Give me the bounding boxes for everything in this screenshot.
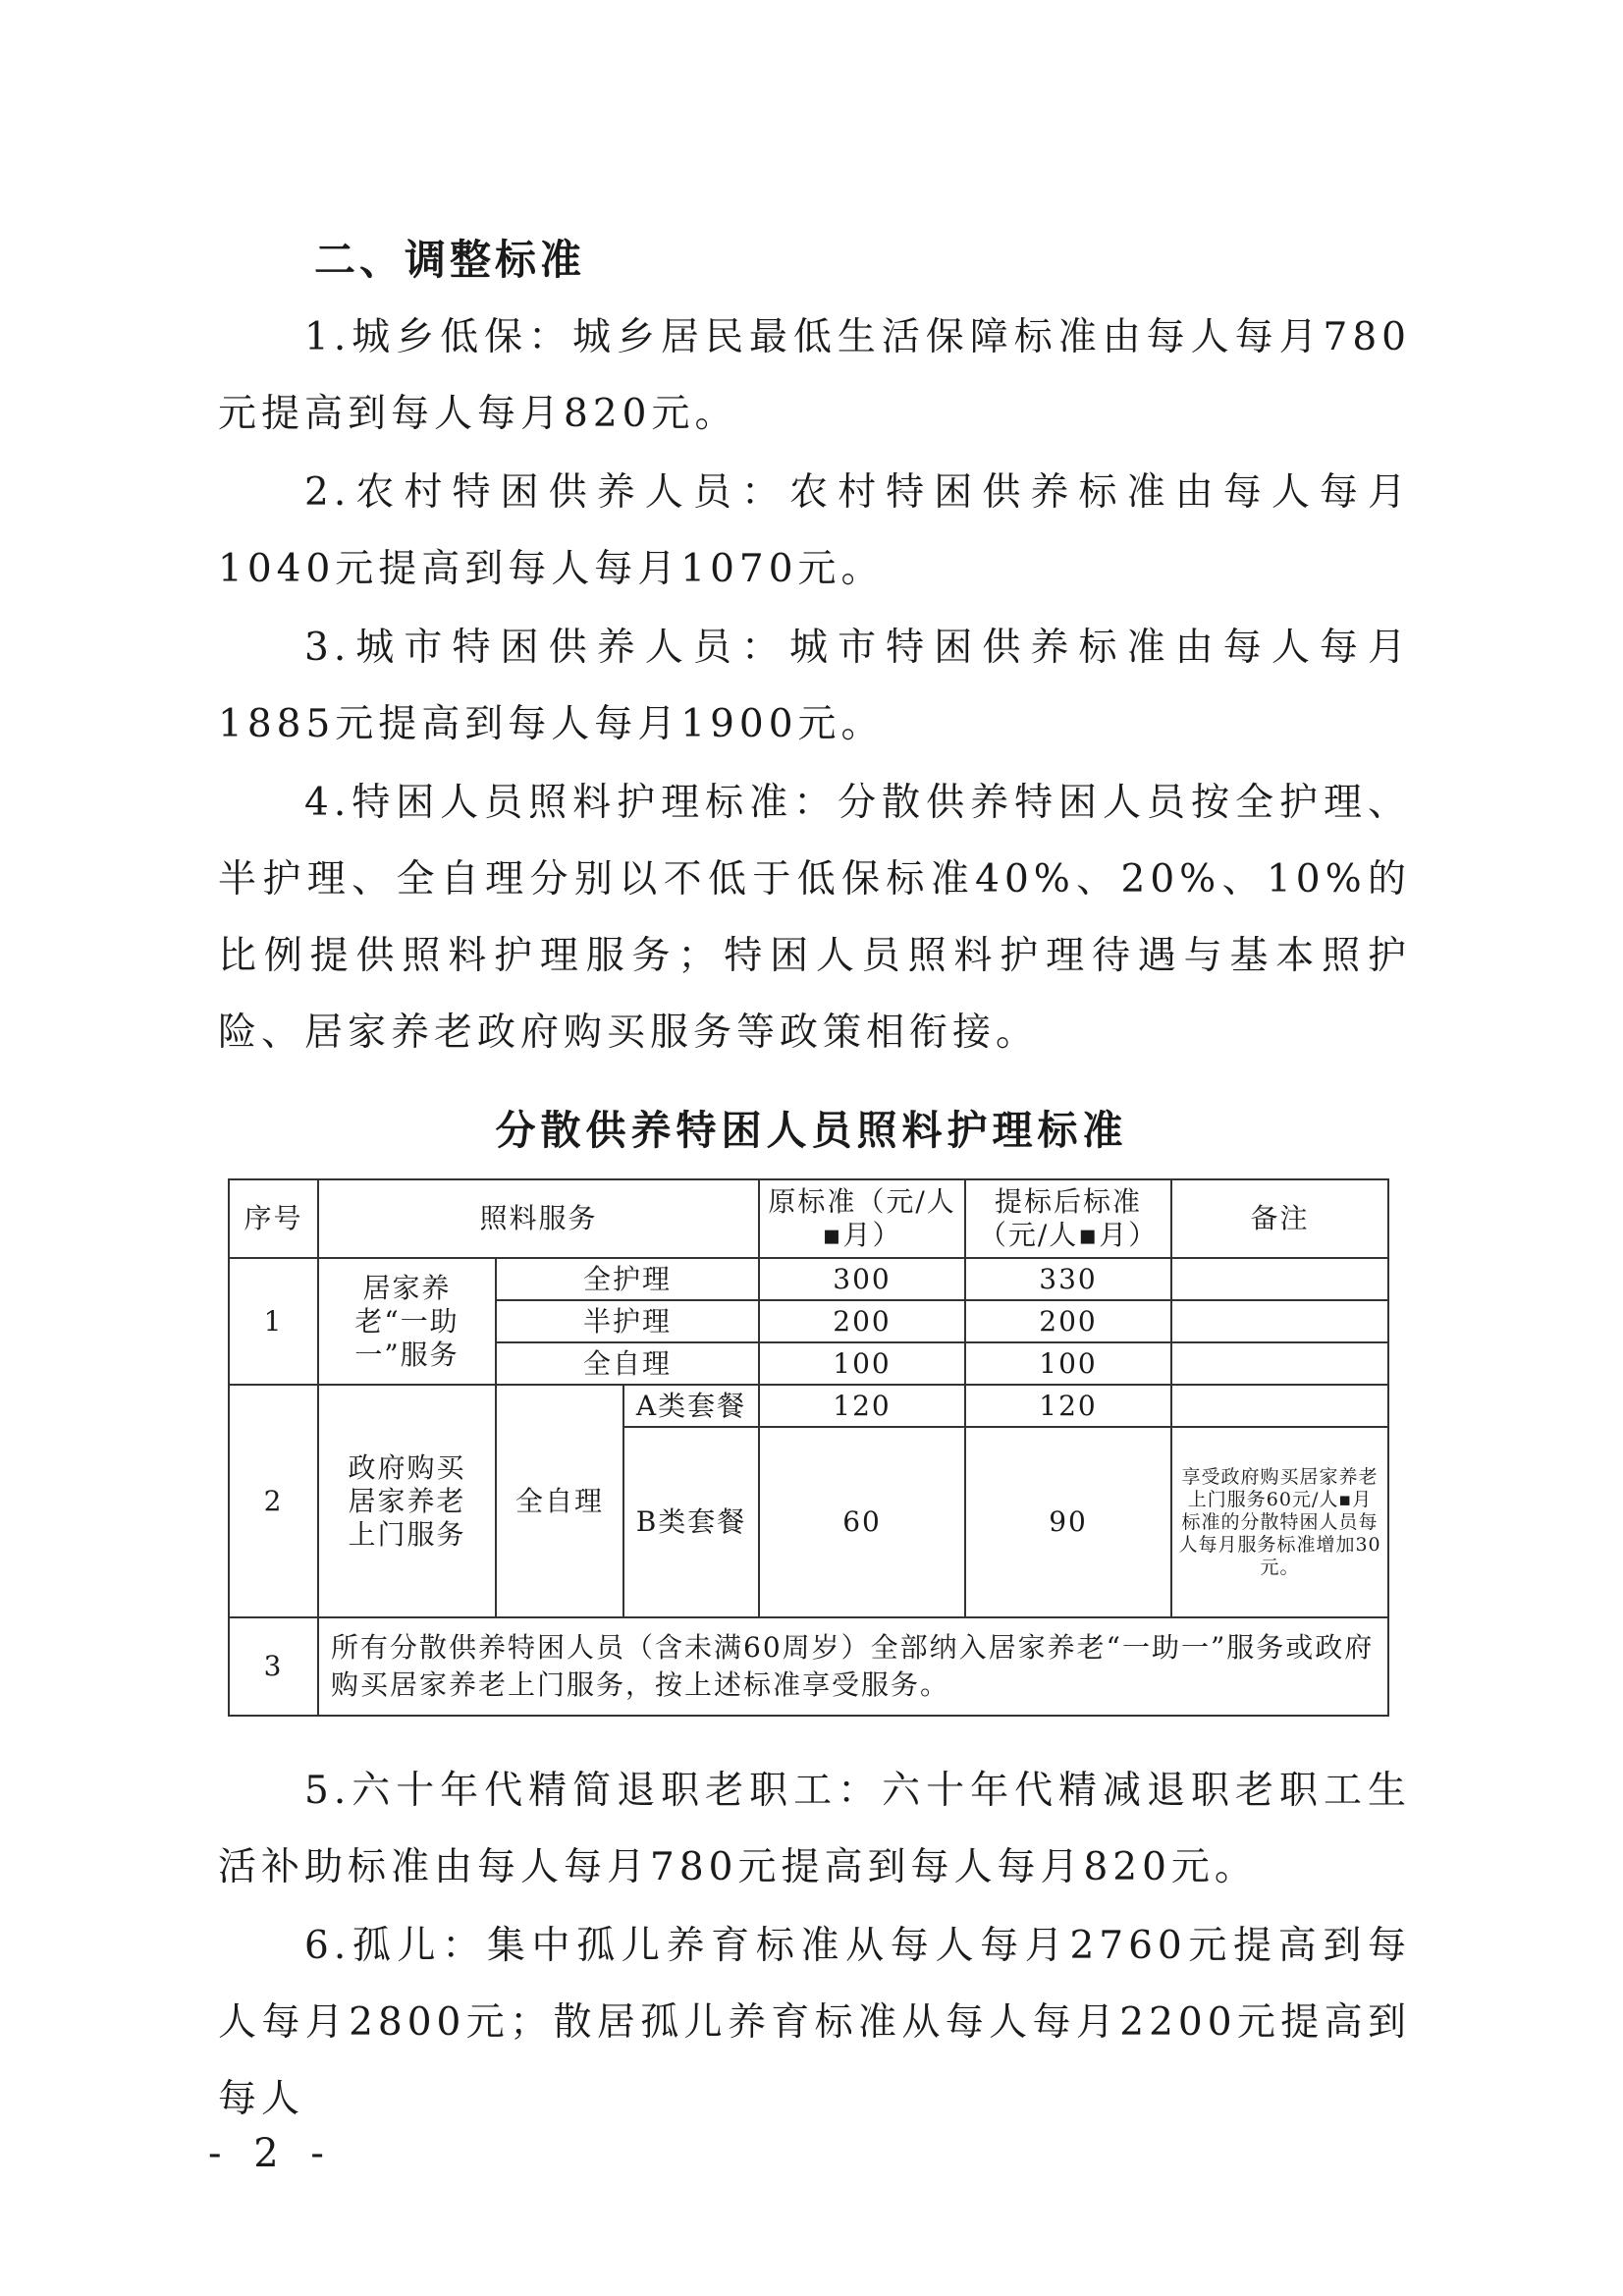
row2-remark: 享受政府购买居家养老上门服务60元/人▪月标准的分散特困人员每人每月服务标准增加30元。 [1171, 1427, 1388, 1617]
header-raised: 提标后标准（元/人▪月） [965, 1179, 1171, 1258]
row1-seq: 1 [229, 1258, 318, 1385]
row1-item-original: 200 [759, 1300, 965, 1342]
row1-item-name: 半护理 [496, 1300, 759, 1342]
row2-package-raised: 90 [965, 1427, 1171, 1617]
row1-category: 居家养老“一助一”服务 [318, 1258, 496, 1385]
row1-item-remark [1171, 1258, 1388, 1300]
paragraph-rural-extreme-poverty: 2.农村特困供养人员：农村特困供养标准由每人每月1040元提高到每人每月1070元。 [218, 470, 1411, 591]
paragraph-urban-extreme-poverty: 3.城市特困供养人员：城市特困供养标准由每人每月1885元提高到每人每月1900元。 [218, 626, 1411, 746]
row1-item-remark [1171, 1342, 1388, 1385]
table-row [229, 1385, 1388, 1427]
care-standard-table [228, 1178, 1389, 1717]
table-row [229, 1617, 1388, 1716]
row2-package-remark [1171, 1385, 1388, 1427]
header-remark: 备注 [1171, 1179, 1388, 1258]
header-seq: 序号 [229, 1179, 318, 1258]
table-row [229, 1258, 1388, 1300]
row2-package-name: B类套餐 [623, 1427, 759, 1617]
page-number: - 2 - [208, 2131, 334, 2176]
row1-item-raised: 200 [965, 1300, 1171, 1342]
paragraph-retired-workers: 5.六十年代精简退职老职工：六十年代精减退职老职工生活补助标准由每人每月780元提高到每人每月820元。 [218, 1769, 1411, 1889]
row3-seq: 3 [229, 1617, 318, 1716]
header-service: 照料服务 [318, 1179, 759, 1258]
row1-item-name: 全自理 [496, 1342, 759, 1385]
row1-item-raised: 100 [965, 1342, 1171, 1385]
row2-package-original: 60 [759, 1427, 965, 1617]
table-title: 分散供养特困人员照料护理标准 [495, 1107, 1128, 1154]
row2-package-raised: 120 [965, 1385, 1171, 1427]
row1-item-original: 300 [759, 1258, 965, 1300]
row2-sub: 全自理 [496, 1385, 623, 1617]
table-header-row [229, 1179, 1388, 1258]
row2-package-name: A类套餐 [623, 1385, 759, 1427]
section-heading: 二、调整标准 [314, 236, 586, 284]
row1-item-name: 全护理 [496, 1258, 759, 1300]
paragraph-orphans: 6.孤儿：集中孤儿养育标准从每人每月2760元提高到每人每月2800元；散居孤儿养育标准从每人每月2200元提高到每人 [218, 1924, 1411, 2121]
row3-text: 所有分散供养特困人员（含未满60周岁）全部纳入居家养老“一助一”服务或政府购买居家养老上门服务，按上述标准享受服务。 [318, 1617, 1388, 1716]
row2-seq: 2 [229, 1385, 318, 1617]
row2-package-original: 120 [759, 1385, 965, 1427]
paragraph-urban-rural-subsistence: 1.城乡低保：城乡居民最低生活保障标准由每人每月780元提高到每人每月820元。 [218, 315, 1411, 436]
row1-item-original: 100 [759, 1342, 965, 1385]
row2-category: 政府购买居家养老上门服务 [318, 1385, 496, 1617]
paragraph-care-standard: 4.特困人员照料护理标准：分散供养特困人员按全护理、半护理、全自理分别以不低于低保标准40%、20%、10%的比例提供照料护理服务；特困人员照料护理待遇与基本照护险、居家养老政府购买服务等政策相衔接。 [218, 781, 1411, 1055]
row1-item-remark [1171, 1300, 1388, 1342]
header-original: 原标准（元/人▪月） [759, 1179, 965, 1258]
row1-item-raised: 330 [965, 1258, 1171, 1300]
